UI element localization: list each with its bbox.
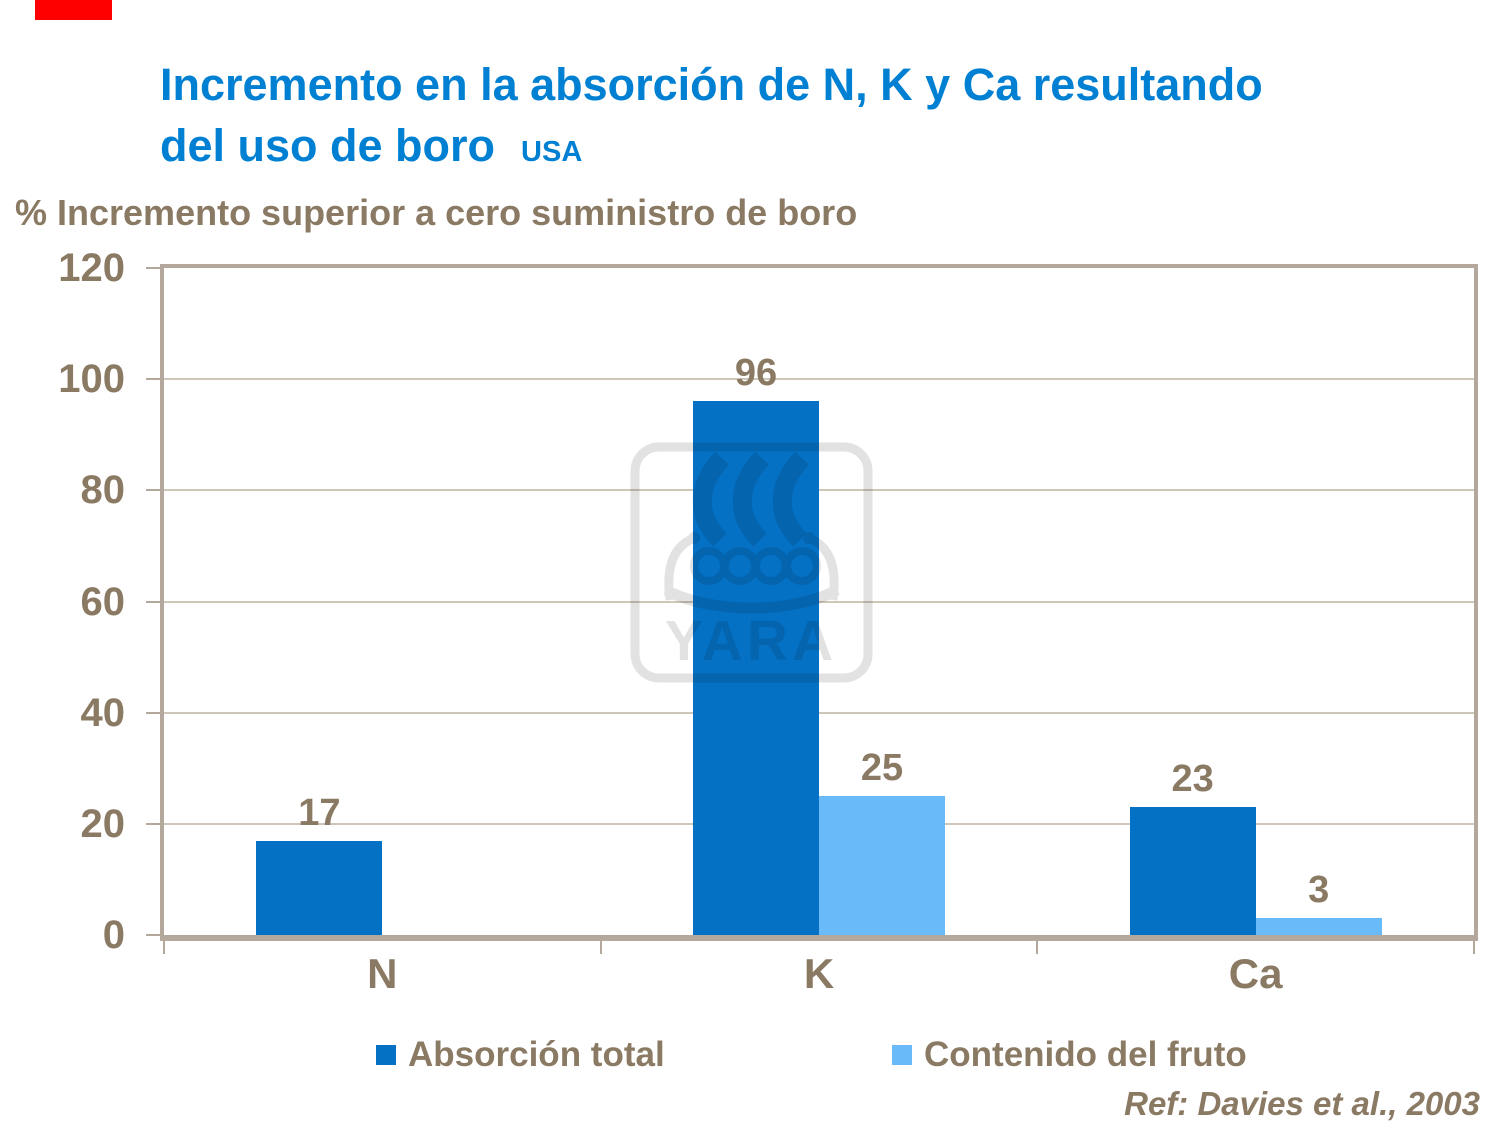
bar-value-label: 17 [298, 791, 341, 834]
y-axis-tick [146, 934, 160, 936]
bar-value-label: 3 [1308, 869, 1330, 912]
legend-item-contenido-del-fruto [892, 1035, 1247, 1074]
yara-logo-watermark [630, 442, 873, 683]
legend-item-absorcion-total [376, 1035, 665, 1074]
chart-title [160, 54, 1460, 183]
bar-Ca-contenido-del-fruto [1256, 918, 1382, 935]
legend-label: Absorción total [408, 1035, 665, 1074]
y-axis-tick [146, 489, 160, 491]
y-axis-title: % Incremento superior a cero suministro de boro [15, 192, 858, 233]
y-axis-label: 40 [80, 690, 125, 735]
ship-stern-knob [803, 532, 815, 544]
chart-title-line2: del uso de boro USA [160, 120, 583, 171]
legend-label: Contenido del fruto [924, 1035, 1247, 1074]
y-axis-label: 100 [58, 357, 125, 402]
legend-swatch-absorcion-total [376, 1045, 396, 1065]
sail-icon [742, 458, 762, 540]
gridline [164, 712, 1474, 714]
bar-K-contenido-del-fruto [819, 796, 945, 935]
bar-value-label: 96 [734, 352, 778, 395]
watermark-text: YARA [664, 609, 838, 673]
y-axis-tick [146, 378, 160, 380]
shield-icon [694, 551, 724, 581]
ship-hull-icon [666, 590, 837, 608]
sail-icon [782, 458, 802, 540]
ship-prow-knob [688, 532, 700, 544]
y-axis-label: 80 [80, 468, 125, 513]
x-axis-label: Ca [1228, 950, 1283, 997]
y-axis-tick [146, 267, 160, 269]
x-axis-label: K [803, 950, 835, 997]
shield-icon [787, 551, 817, 581]
sail-icon [702, 458, 722, 540]
x-axis-tick [600, 941, 602, 954]
bar-N-absorcion-total [256, 841, 382, 935]
shield-icon [756, 551, 786, 581]
slide-accent-bar [35, 0, 112, 20]
x-axis-tick [163, 941, 165, 954]
y-axis-label: 60 [80, 579, 125, 624]
y-axis-label: 0 [102, 913, 125, 957]
y-axis-tick [146, 601, 160, 603]
legend-swatch-contenido-del-fruto [892, 1045, 912, 1065]
y-axis-label: 120 [58, 246, 125, 290]
region-label: USA [521, 136, 583, 168]
y-axis-tick [146, 823, 160, 825]
x-axis-label: N [367, 950, 398, 997]
reference-citation: Ref: Davies et al., 2003 [1124, 1085, 1480, 1122]
bar-value-label: 25 [860, 747, 904, 790]
y-axis-tick [146, 712, 160, 714]
chart-title-line1: Incremento en la absorción de N, K y Ca resultando [160, 59, 1263, 110]
shield-icon [725, 551, 755, 581]
x-axis-tick [1036, 941, 1038, 954]
y-axis-label: 20 [80, 801, 125, 846]
bar-Ca-absorcion-total [1130, 807, 1256, 935]
x-axis-tick [1473, 941, 1475, 954]
bar-value-label: 23 [1171, 758, 1214, 801]
